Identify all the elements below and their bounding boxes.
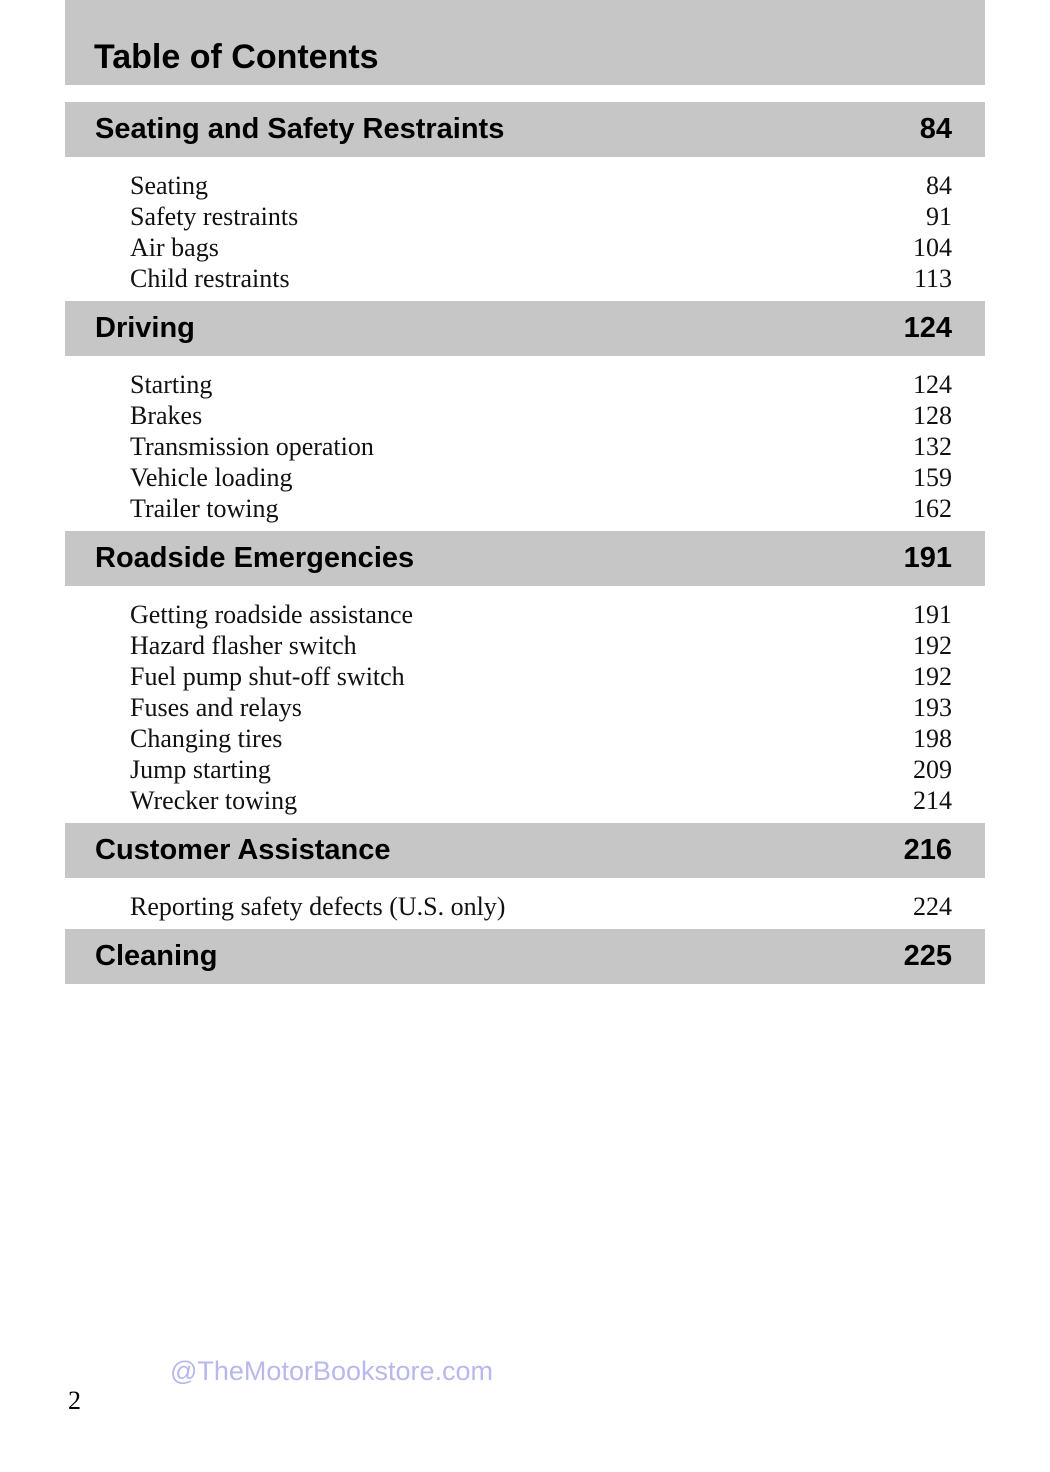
toc-entry[interactable] [130,432,952,463]
entry-page: 159 [913,463,952,492]
entry-page: 192 [913,662,952,691]
toc-entry[interactable] [130,202,952,233]
section-title[interactable]: Seating and Safety Restraints [95,113,505,145]
page-number: 2 [68,1386,81,1415]
toc-entry[interactable] [130,892,952,923]
entry-label[interactable]: Child restraints [130,264,290,293]
page-title: Table of Contents [94,38,379,76]
entry-page: 191 [913,600,952,629]
entry-label[interactable]: Getting roadside assistance [130,600,414,629]
entry-page: 91 [926,202,952,231]
section-header[interactable] [65,531,985,586]
section-page: 216 [903,834,952,866]
entry-page: 104 [913,233,952,262]
section-items [65,157,985,301]
section-title[interactable]: Cleaning [95,940,218,972]
section-header[interactable] [65,102,985,157]
entry-label[interactable]: Brakes [130,401,203,430]
toc-entry[interactable] [130,662,952,693]
entry-label[interactable]: Vehicle loading [130,463,293,492]
toc-entry[interactable] [130,370,952,401]
entry-label[interactable]: Reporting safety defects (U.S. only) [130,892,506,921]
section-header[interactable] [65,301,985,356]
entry-page: 113 [913,264,952,293]
entry-label[interactable]: Seating [130,171,208,200]
entry-page: 198 [913,724,952,753]
toc-entry[interactable] [130,724,952,755]
title-band [65,0,985,85]
toc-section [65,102,985,301]
entry-page: 124 [913,370,952,399]
toc-entry[interactable] [130,631,952,662]
entry-page: 84 [926,171,952,200]
toc-section [65,929,985,984]
entry-label[interactable]: Trailer towing [130,494,279,523]
entry-page: 209 [913,755,952,784]
entry-label[interactable]: Wrecker towing [130,786,298,815]
entry-label[interactable]: Jump starting [130,755,271,784]
entry-page: 162 [913,494,952,523]
section-items [65,586,985,823]
entry-page: 214 [913,786,952,815]
table-of-contents [65,102,985,984]
entry-page: 193 [913,693,952,722]
toc-section [65,823,985,929]
section-title[interactable]: Roadside Emergencies [95,542,415,574]
toc-entry[interactable] [130,233,952,264]
watermark: @TheMotorBookstore.com [170,1356,494,1386]
section-page: 225 [903,940,952,972]
toc-entry[interactable] [130,755,952,786]
entry-label[interactable]: Fuses and relays [130,693,302,722]
section-header[interactable] [65,929,985,984]
toc-entry[interactable] [130,786,952,817]
toc-entry[interactable] [130,463,952,494]
toc-section [65,301,985,531]
section-title[interactable]: Driving [95,312,195,344]
section-page: 124 [903,312,952,344]
entry-label[interactable]: Fuel pump shut-off switch [130,662,405,691]
toc-entry[interactable] [130,693,952,724]
toc-entry[interactable] [130,494,952,525]
entry-label[interactable]: Hazard flasher switch [130,631,357,660]
section-title[interactable]: Customer Assistance [95,834,391,866]
toc-section [65,531,985,823]
entry-label[interactable]: Starting [130,370,213,399]
entry-label[interactable]: Changing tires [130,724,283,753]
section-items [65,878,985,929]
section-page: 191 [903,542,952,574]
section-items [65,356,985,531]
entry-label[interactable]: Safety restraints [130,202,299,231]
entry-label[interactable]: Transmission operation [130,432,374,461]
entry-label[interactable]: Air bags [130,233,219,262]
entry-page: 192 [913,631,952,660]
toc-entry[interactable] [130,264,952,295]
toc-entry[interactable] [130,171,952,202]
entry-page: 224 [913,892,952,921]
section-page: 84 [919,113,952,145]
toc-entry[interactable] [130,401,952,432]
section-header[interactable] [65,823,985,878]
entry-page: 128 [913,401,952,430]
entry-page: 132 [913,432,952,461]
toc-entry[interactable] [130,600,952,631]
